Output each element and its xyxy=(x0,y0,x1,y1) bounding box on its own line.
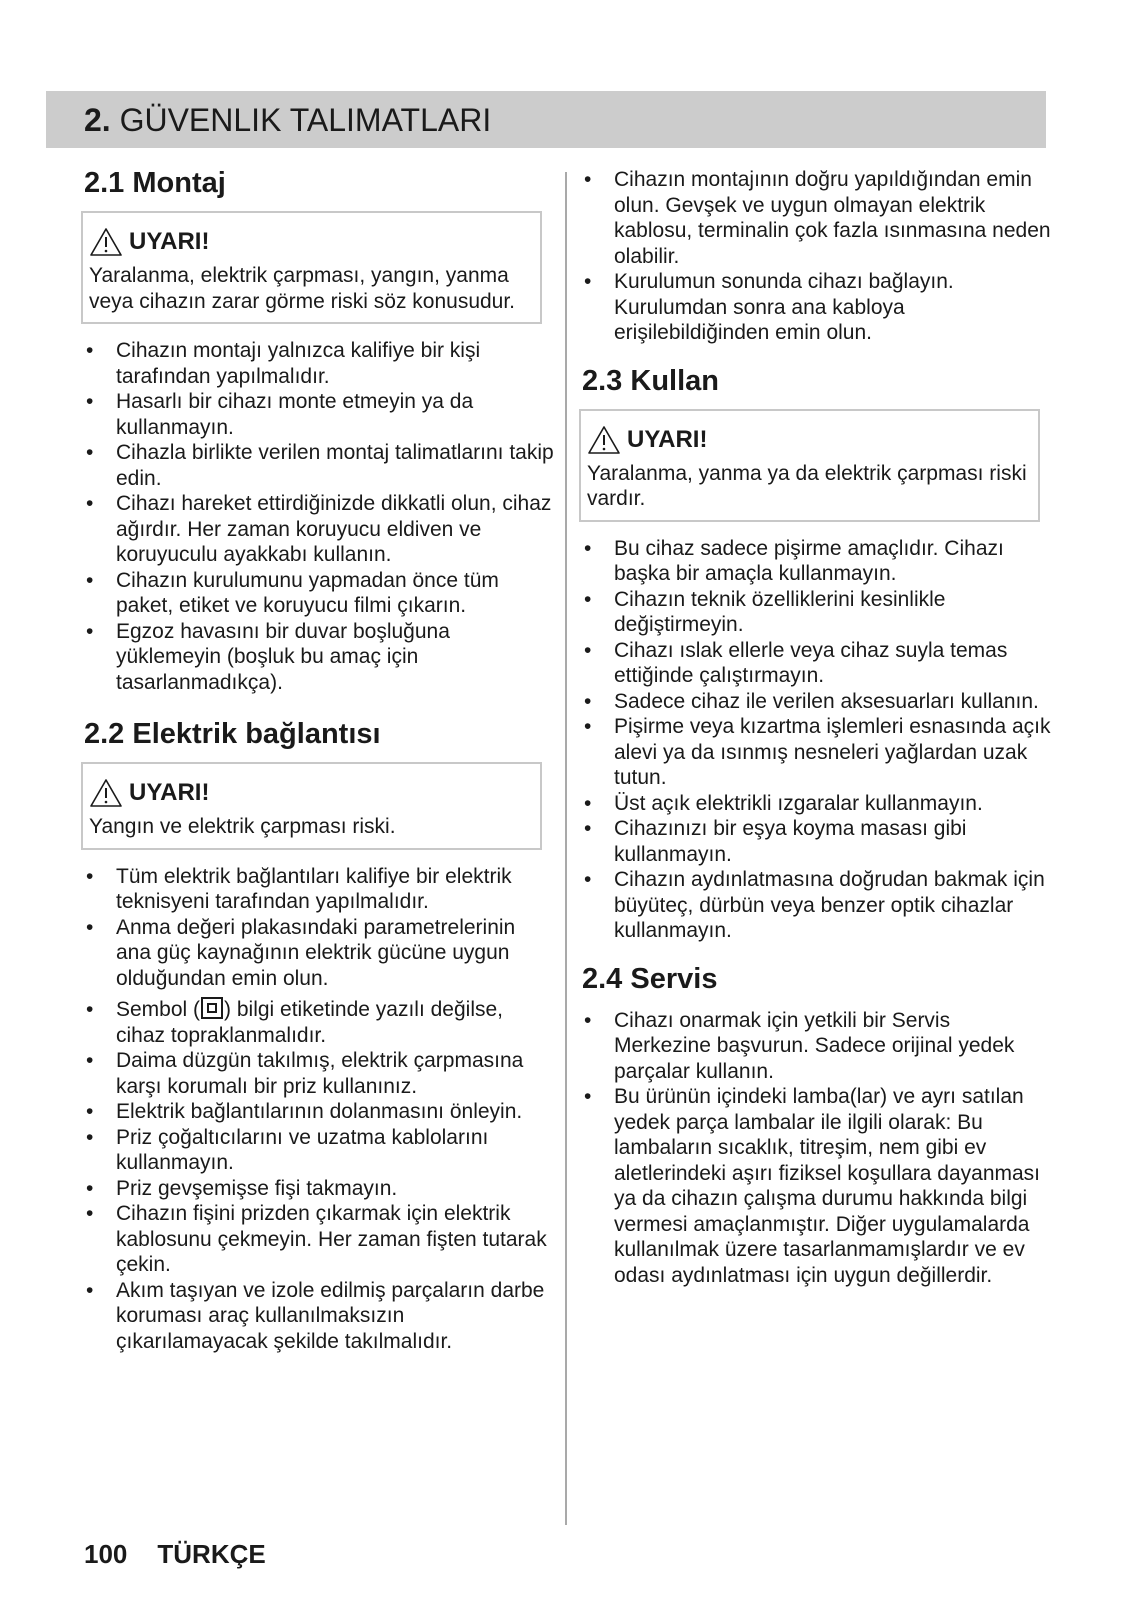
list-elektrik xyxy=(84,864,554,1355)
section-header-bar xyxy=(46,91,1046,148)
list-item-symbol xyxy=(84,997,554,1048)
list-item: • Cihazın aydınlatmasına doğrudan bakmak için büyüteç, dürbün veya benzer optik cihazlar kullanmayın. xyxy=(582,867,1052,944)
footer-language: TÜRKÇE xyxy=(157,1539,266,1569)
list-item: • Cihazın kurulumunu yapmadan önce tüm paket, etiket ve koruyucu filmi çıkarın. xyxy=(84,568,554,619)
list-item: • Pişirme veya kızartma işlemleri esnasında açık alevi ya da ısınmış nesneleri yağlardan uzak tutun. xyxy=(582,714,1052,791)
warning-label: UYARI! xyxy=(627,425,708,453)
list-item: • Üst açık elektrikli ızgaralar kullanmayın. xyxy=(582,791,1052,817)
list-item: • Hasarlı bir cihazı monte etmeyin ya da kullanmayın. xyxy=(84,389,554,440)
warning-box-elektrik xyxy=(81,762,542,850)
list-item: • Tüm elektrik bağlantıları kalifiye bir elektrik teknisyeni tarafından yapılmalıdır. xyxy=(84,864,554,915)
warning-triangle-icon xyxy=(587,425,621,455)
list-item: • Egzoz havasını bir duvar boşluğuna yüklemeyin (boşluk bu amaç için tasarlanmadıkça). xyxy=(84,619,554,696)
heading-kullan: 2.3 Kullan xyxy=(582,364,719,397)
heading-elektrik: 2.2 Elektrik bağlantısı xyxy=(84,718,381,750)
warning-triangle-icon xyxy=(89,778,123,808)
list-item: • Sadece cihaz ile verilen aksesuarları kullanın. xyxy=(582,689,1052,715)
list-item: • Anma değeri plakasındaki parametrelerinin ana güç kaynağının elektrik gücüne uygun olduğundan emin olun. xyxy=(84,915,554,992)
warning-text: Yaralanma, elektrik çarpması, yangın, yanma veya cihazın zarar görme riski söz konusudur. xyxy=(89,264,516,313)
section-title-text: GÜVENLIK TALIMATLARI xyxy=(110,102,492,138)
warning-label: UYARI! xyxy=(129,779,210,806)
left-column xyxy=(84,160,554,1354)
symbol-item-suffix: ) bilgi etiketinde yazılı değilse, cihaz topraklanmalıdır. xyxy=(116,998,504,1047)
list-item: • Cihazın montajı yalnızca kalifiye bir kişi tarafından yapılmalıdır. xyxy=(84,338,554,389)
list-item: • Cihazınızı bir eşya koyma masası gibi kullanmayın. xyxy=(582,816,1052,867)
list-servis xyxy=(582,1008,1052,1289)
list-item: • Bu ürünün içindeki lamba(lar) ve ayrı satılan yedek parça lambalar ile ilgili olarak: Bu lambaların sıcaklık, titreşim, nem gibi ev aletlerindeki aşırı fiziksel koşullara dayanması ya da cihazın çalışma durumu hakkında bilgi vermesi amaçlanmıştır. Diğer uygulamalarda kullanılmak üzere tasarlanmamışlardır ve ev odası aydınlatması için uygun değillerdir. xyxy=(582,1084,1052,1288)
list-item: • Cihazın fişini prizden çıkarmak için elektrik kablosunu çekmeyin. Her zaman fişten tutarak çekin. xyxy=(84,1201,554,1278)
warning-text: Yaralanma, yanma ya da elektrik çarpması riski vardır. xyxy=(587,461,1027,510)
symbol-item-prefix: Sembol ( xyxy=(116,998,201,1021)
list-item: • Priz çoğaltıcılarını ve uzatma kablolarını kullanmayın. xyxy=(84,1125,554,1176)
list-item: • Kurulumun sonunda cihazı bağlayın. Kurulumdan sonra ana kabloya erişilebildiğinden emin olun. xyxy=(582,269,1052,346)
list-item: • Priz gevşemişse fişi takmayın. xyxy=(84,1176,554,1202)
list-montaj xyxy=(84,338,554,695)
warning-triangle-icon xyxy=(89,227,123,257)
warning-box-montaj xyxy=(81,211,542,324)
heading-montaj: 2.1 Montaj xyxy=(84,167,226,199)
section-title xyxy=(84,101,491,139)
list-item: • Cihazı ıslak ellerle veya cihaz suyla temas ettiğinde çalıştırmayın. xyxy=(582,638,1052,689)
list-item: • Daima düzgün takılmış, elektrik çarpmasına karşı korumalı bir priz kullanınız. xyxy=(84,1048,554,1099)
list-item: • Cihazı hareket ettirdiğinizde dikkatli olun, cihaz ağırdır. Her zaman koruyucu eldiven ve koruyuculu ayakkabı kullanın. xyxy=(84,491,554,568)
list-item: • Cihazı onarmak için yetkili bir Servis Merkezine başvurun. Sadece orijinal yedek parçalar kullanın. xyxy=(582,1008,1052,1085)
warning-text: Yangın ve elektrik çarpması riski. xyxy=(89,815,396,838)
heading-servis: 2.4 Servis xyxy=(582,962,718,995)
warning-box-kullan xyxy=(579,409,1040,522)
list-item: • Akım taşıyan ve izole edilmiş parçaların darbe koruması araç kullanılmaksızın çıkarılamayacak şekilde takılmalıdır. xyxy=(84,1278,554,1355)
list-item: • Elektrik bağlantılarının dolanmasını önleyin. xyxy=(84,1099,554,1125)
list-item: • Cihazla birlikte verilen montaj talimatlarını takip edin. xyxy=(84,440,554,491)
section-number: 2. xyxy=(84,102,111,138)
list-elektrik-continued xyxy=(582,167,1052,346)
page-footer xyxy=(84,1538,266,1570)
double-insulation-icon xyxy=(201,997,223,1019)
list-item: • Bu cihaz sadece pişirme amaçlıdır. Cihazı başka bir amaçla kullanmayın. xyxy=(582,536,1052,587)
column-divider xyxy=(565,172,567,1525)
list-kullan xyxy=(582,536,1052,944)
right-column xyxy=(582,167,1052,1288)
list-item: • Cihazın teknik özelliklerini kesinlikle değiştirmeyin. xyxy=(582,587,1052,638)
warning-label: UYARI! xyxy=(129,228,210,255)
list-item: • Cihazın montajının doğru yapıldığından emin olun. Gevşek ve uygun olmayan elektrik kablosu, terminalin çok fazla ısınmasına neden olabilir. xyxy=(582,167,1052,269)
page-number: 100 xyxy=(84,1539,128,1569)
